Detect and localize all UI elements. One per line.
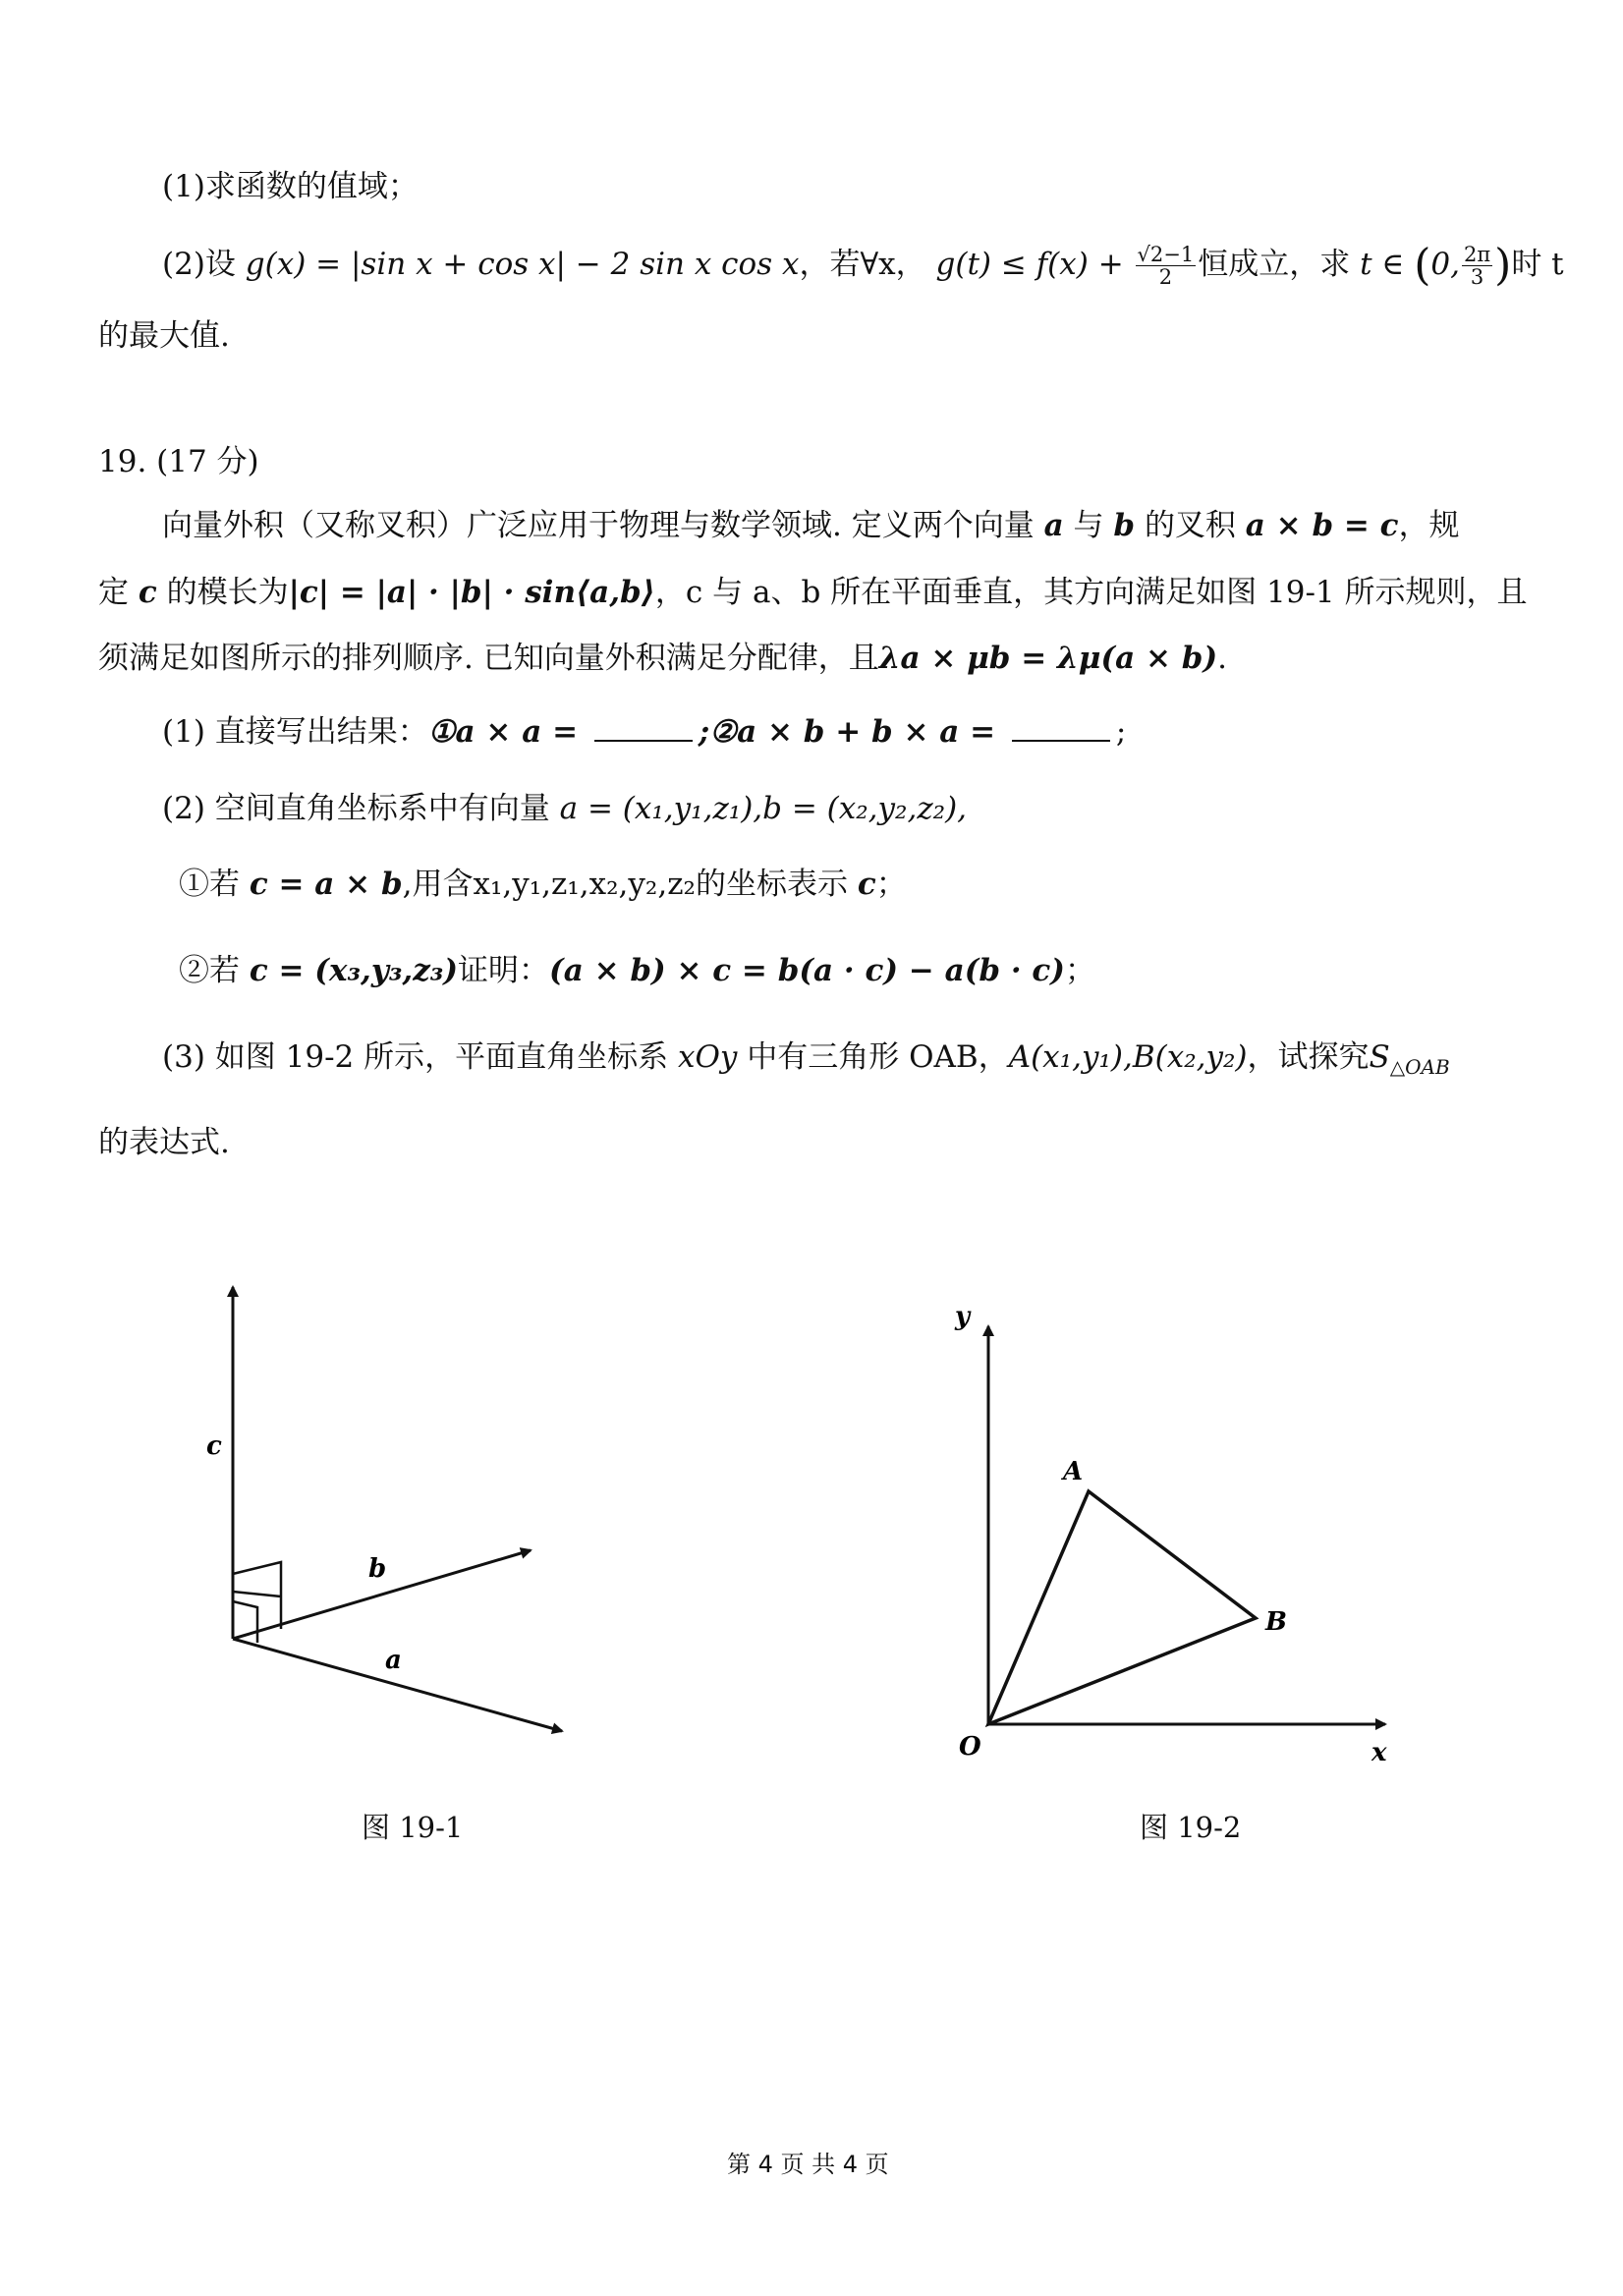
q19-intro-line2: 定 c 的模长为|c| = |a| · |b| · sin⟨a,b⟩，c 与 a、b 所在平面垂直，其方向满足如图 19-1 所示规则，且 (98, 575, 1528, 610)
label-x: x (1371, 1738, 1387, 1767)
q19-part1: (1) 直接写出结果：①a × a = ;②a × b + b × a = ; (162, 714, 1127, 750)
fraction-sqrt2: $\frac{√2-1}{2}$ (1137, 243, 1195, 289)
label-o: O (959, 1732, 981, 1762)
answer-blank-1[interactable] (594, 712, 693, 742)
q19-part3: (3) 如图 19-2 所示，平面直角坐标系 xOy 中有三角形 OAB，A(x₁,y₁),B(x₂,y₂)，试探究$S_{\triangle OAB}$ (162, 1039, 1450, 1080)
answer-blank-2[interactable] (1012, 712, 1110, 742)
label-y: y (955, 1302, 971, 1331)
label-a: A (1063, 1457, 1084, 1486)
q19-intro-line1: 向量外积（又称叉积）广泛应用于物理与数学领域. 定义两个向量 a 与 b 的叉积 a × b = c，规 (162, 508, 1460, 543)
q19-intro-line3: 须满足如图所示的排列顺序. 已知向量外积满足分配律，且λa × μb = λμ(a × b). (98, 641, 1227, 676)
q19-part2: (2) 空间直角坐标系中有向量 a = (x₁,y₁,z₁),b = (x₂,y₂,z₂), (162, 791, 968, 826)
q19-part2-i: ①若 c = a × b,用含x₁,y₁,z₁,x₂,y₂,z₂的坐标表示 c； (179, 867, 907, 902)
q18-part1: (1)求函数的值域； (162, 169, 419, 204)
q18-part2: (2)设 g(x) = |sin x + cos x| − 2 sin x cos x，若∀x， g(t) ≤ f(x) + $\frac{√2-1}{2}$ 恒成立，求 t ∈ (0, $\frac{2\pi}{3}$ )时 t (162, 240, 1564, 291)
q19-header: 19. (17 分) (98, 444, 259, 479)
g-definition: g(x) = |sin x + cos x| − 2 sin x cos x (245, 247, 800, 282)
label-c: c (206, 1431, 222, 1461)
triangle-oab (988, 1491, 1256, 1724)
label-b: B (1265, 1607, 1287, 1637)
fraction-2pi-3: $\frac{2\pi}{3}$ (1463, 243, 1491, 289)
page-footer: 第 4 页 共 4 页 (727, 2151, 889, 2178)
figure-19-2 (943, 1297, 1405, 1768)
q19-part2-ii: ②若 c = (x₃,y₃,z₃)证明：(a × b) × c = b(a · c) − a(b · c)； (179, 953, 1095, 988)
caption-fig-19-1: 图 19-1 (362, 1811, 464, 1844)
caption-fig-19-2: 图 19-2 (1140, 1811, 1242, 1844)
right-angle-marker (233, 1562, 281, 1643)
label-a: a (385, 1646, 402, 1675)
figure-19-1 (196, 1267, 589, 1759)
label-b: b (368, 1554, 387, 1584)
q19-part3-line2: 的表达式. (98, 1125, 230, 1160)
q18-part2-line2: 的最大值. (98, 318, 230, 354)
